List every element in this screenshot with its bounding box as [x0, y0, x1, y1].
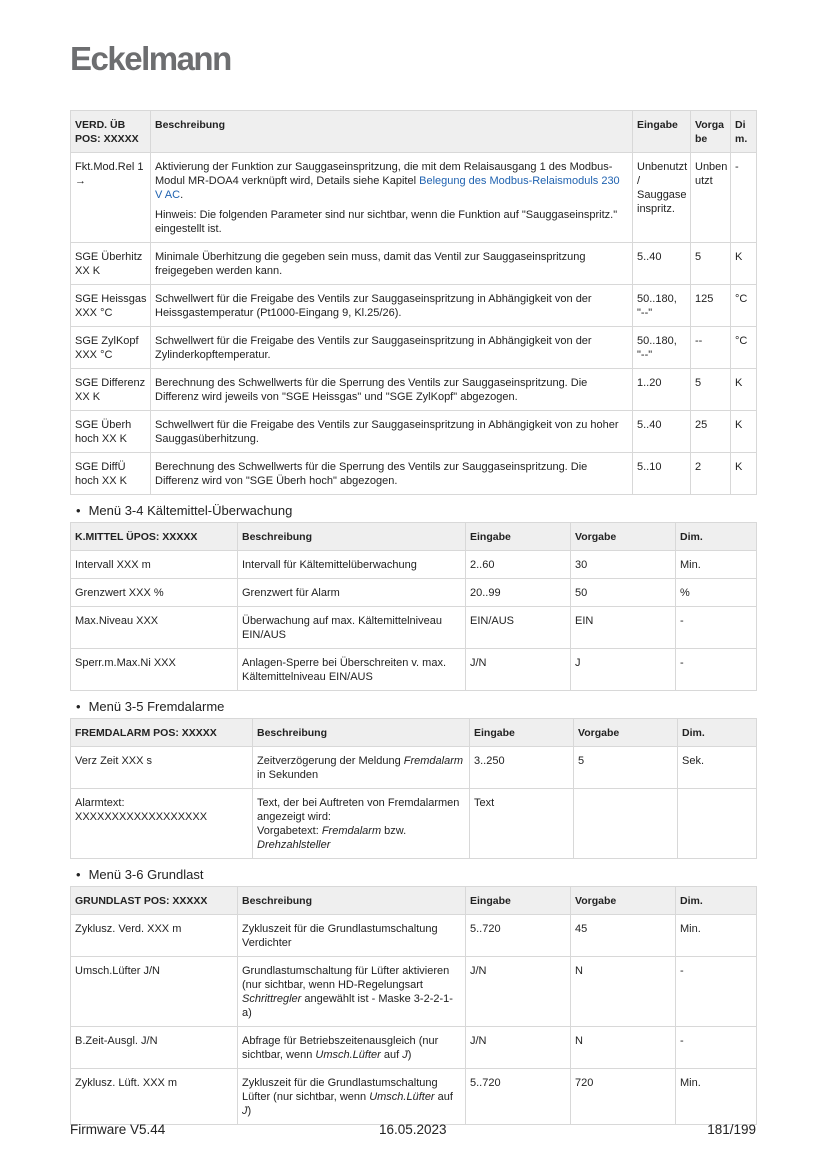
cell-paragraph: 25 [695, 419, 708, 431]
column-header: Vorgabe [571, 887, 676, 915]
cell-paragraph: B.Zeit-Ausgl. J/N [75, 1035, 158, 1047]
table-cell [71, 369, 151, 411]
table-cell [238, 957, 466, 1027]
column-header: GRUNDLAST POS: XXXXX [71, 887, 238, 915]
table-cell [466, 1069, 571, 1125]
cell-paragraph: Schwellwert für die Freigabe des Ventils zur Sauggaseinspritzung in Abhängigkeit von der Heissgastemperatur (Pt1000-Eingang 9, Kl.25/26). [155, 293, 592, 319]
table-cell [633, 153, 691, 243]
footer-page-number: 181/199 [707, 1122, 756, 1137]
footer-date: 16.05.2023 [379, 1122, 447, 1137]
table-cell [151, 411, 633, 453]
table-cell [466, 957, 571, 1027]
emphasis: Umsch.Lüfter [369, 1091, 435, 1103]
parameter-table [70, 886, 757, 1125]
cell-paragraph: Berechnung des Schwellwerts für die Sperrung des Ventils zur Sauggaseinspritzung. Die Differenz wird jeweils von "SGE Heissgas" und "SGE ZylKopf" abgezogen. [155, 377, 588, 403]
cell-paragraph: Hinweis: Die folgenden Parameter sind nur sichtbar, wenn die Funktion auf "Sauggaseinspritz." eingestellt ist. [155, 209, 618, 235]
table-cell [676, 579, 757, 607]
table-cell [731, 153, 757, 243]
table-cell [571, 1027, 676, 1069]
cell-paragraph: N [575, 965, 583, 977]
header-row [71, 887, 757, 915]
table-cell [466, 579, 571, 607]
table-row [71, 285, 757, 327]
cell-paragraph: Zyklusz. Verd. XXX m [75, 923, 182, 935]
cell-paragraph: 45 [575, 923, 588, 935]
table-cell [678, 747, 757, 789]
table-cell [691, 327, 731, 369]
cell-paragraph: Intervall für Kältemittelüberwachung [242, 559, 417, 571]
parameter-table [70, 110, 757, 495]
table-cell [71, 327, 151, 369]
table-row [71, 1027, 757, 1069]
cell-paragraph: 50 [575, 587, 588, 599]
table-cell [633, 243, 691, 285]
cell-paragraph: Minimale Überhitzung die gegeben sein muss, damit das Ventil zur Sauggaseinspritzung freigegeben werden kann. [155, 251, 586, 277]
cell-paragraph: Aktivierung der Funktion zur Sauggaseinspritzung, die mit dem Relaisausgang 1 des Modbus-Modul MR-DOA4 verknüpft wird, Details siehe Kapitel Belegung des Modbus-Relaismoduls 230 V AC. [155, 161, 620, 201]
cell-paragraph: 2 [695, 461, 702, 473]
eckelmann-logo: Eckelmann [70, 40, 231, 77]
column-header: Beschreibung [238, 523, 466, 551]
table-cell [466, 551, 571, 579]
header-row [71, 523, 757, 551]
table-cell [678, 789, 757, 859]
table-row [71, 915, 757, 957]
cell-paragraph: Anlagen-Sperre bei Überschreiten v. max. Kältemittelniveau EIN/AUS [242, 657, 447, 683]
cell-paragraph: 5..40 [637, 419, 662, 431]
cell-paragraph: - [680, 657, 684, 669]
table-cell [151, 153, 633, 243]
cell-paragraph: Min. [680, 1077, 701, 1089]
table-row [71, 551, 757, 579]
cell-paragraph: K [735, 377, 743, 389]
emphasis: Schrittregler [242, 993, 302, 1005]
table-row [71, 153, 757, 243]
table-cell [676, 649, 757, 691]
emphasis: Drehzahlsteller [257, 839, 331, 851]
table-cell [691, 453, 731, 495]
table-cell [731, 243, 757, 285]
table-row [71, 957, 757, 1027]
cell-paragraph: Zykluszeit für die Grundlastumschaltung Verdichter [242, 923, 438, 949]
column-header: Eingabe [470, 719, 574, 747]
table-cell [238, 607, 466, 649]
cell-paragraph: J [575, 657, 581, 669]
cell-paragraph: 5..720 [470, 923, 501, 935]
column-header: Dim. [678, 719, 757, 747]
table-cell [571, 551, 676, 579]
chapter-link[interactable]: Belegung des Modbus-Relaismoduls 230 V AC [155, 175, 620, 201]
table-row [71, 243, 757, 285]
parameter-table [70, 718, 757, 859]
cell-paragraph: % [680, 587, 690, 599]
cell-paragraph: 50..180, "--" [637, 293, 677, 319]
cell-paragraph: 5..720 [470, 1077, 501, 1089]
table-cell [731, 285, 757, 327]
cell-paragraph: - [680, 1035, 684, 1047]
cell-paragraph: 5 [578, 755, 585, 767]
section-heading: • Menü 3-5 Fremdalarme [76, 699, 756, 714]
table-cell [731, 453, 757, 495]
cell-paragraph: -- [695, 335, 703, 347]
emphasis: J [402, 1049, 408, 1061]
table-cell [731, 327, 757, 369]
cell-paragraph: Zykluszeit für die Grundlastumschaltung Lüfter (nur sichtbar, wenn Umsch.Lüfter auf J) [242, 1077, 453, 1117]
section-heading: • Menü 3-6 Grundlast [76, 867, 756, 882]
column-header: FREMDALARM POS: XXXXX [71, 719, 253, 747]
emphasis: Fremdalarm [321, 825, 382, 837]
cell-paragraph: SGE DiffÜ hoch XX K [75, 461, 127, 487]
cell-paragraph: SGE ZylKopf XXX °C [75, 335, 139, 361]
cell-paragraph: Max.Niveau XXX [75, 615, 159, 627]
cell-paragraph: 50..180, "--" [637, 335, 677, 361]
cell-paragraph: 30 [575, 559, 588, 571]
table-cell [470, 747, 574, 789]
column-header: Eingabe [466, 887, 571, 915]
column-header: VERD. ÜB POS: XXXXX [71, 111, 151, 153]
table-cell [71, 915, 238, 957]
table-cell [71, 285, 151, 327]
parameter-table [70, 522, 757, 691]
table-cell [253, 789, 470, 859]
header-row [71, 111, 757, 153]
section-heading: • Menü 3-4 Kältemittel-Überwachung [76, 503, 756, 518]
table-cell [466, 607, 571, 649]
table-row [71, 789, 757, 859]
cell-paragraph: J/N [470, 657, 487, 669]
cell-paragraph: Fkt.Mod.Rel 1 → [75, 161, 144, 187]
cell-paragraph: 20..99 [470, 587, 501, 599]
cell-paragraph: 5..40 [637, 251, 662, 263]
cell-paragraph: 5 [695, 251, 702, 263]
cell-paragraph: Min. [680, 559, 701, 571]
cell-paragraph: Min. [680, 923, 701, 935]
cell-paragraph: Grenzwert für Alarm [242, 587, 340, 599]
column-header: Vorgabe [574, 719, 678, 747]
footer-firmware: Firmware V5.44 [70, 1122, 166, 1137]
table-cell [151, 327, 633, 369]
table-cell [71, 243, 151, 285]
cell-paragraph: Abfrage für Betriebszeitenausgleich (nur sichtbar, wenn Umsch.Lüfter auf J) [242, 1035, 439, 1061]
column-header: Dim. [676, 523, 757, 551]
column-header: Vorga be [691, 111, 731, 153]
table-cell [571, 579, 676, 607]
table-cell [71, 153, 151, 243]
cell-paragraph: Sperr.m.Max.Ni XXX [75, 657, 176, 669]
table-cell [633, 327, 691, 369]
table-cell [633, 285, 691, 327]
cell-paragraph: °C [735, 293, 748, 305]
table-cell [574, 747, 678, 789]
table-row [71, 579, 757, 607]
table-row [71, 649, 757, 691]
cell-paragraph: Unbenutzt / Sauggase inspritz. [637, 161, 688, 215]
table-cell [71, 453, 151, 495]
table-cell [71, 1027, 238, 1069]
table-cell [691, 285, 731, 327]
cell-paragraph: 5 [695, 377, 702, 389]
parameter-tables [70, 110, 756, 1125]
cell-paragraph: K [735, 419, 743, 431]
table-cell [470, 789, 574, 859]
header-row [71, 719, 757, 747]
cell-paragraph: K [735, 251, 743, 263]
table-cell [253, 747, 470, 789]
cell-paragraph: SGE Überhitz XX K [75, 251, 143, 277]
cell-paragraph: Schwellwert für die Freigabe des Ventils zur Sauggaseinspritzung in Abhängigkeit von zu hoher Sauggasüberhitzung. [155, 419, 619, 445]
table-cell [151, 369, 633, 411]
cell-paragraph: 720 [575, 1077, 594, 1089]
table-cell [676, 1027, 757, 1069]
cell-paragraph: SGE Heissgas XXX °C [75, 293, 147, 319]
cell-paragraph: SGE Überh hoch XX K [75, 419, 132, 445]
table-cell [571, 1069, 676, 1125]
cell-paragraph: - [735, 161, 739, 173]
table-cell [731, 369, 757, 411]
table-cell [571, 649, 676, 691]
table-cell [71, 649, 238, 691]
column-header: Dim. [676, 887, 757, 915]
table-cell [71, 411, 151, 453]
cell-paragraph: Text [474, 797, 495, 809]
cell-paragraph: J/N [470, 1035, 487, 1047]
table-cell [151, 243, 633, 285]
table-cell [676, 551, 757, 579]
cell-paragraph: N [575, 1035, 583, 1047]
table-row [71, 453, 757, 495]
table-cell [71, 789, 253, 859]
cell-paragraph: EIN [575, 615, 594, 627]
cell-paragraph: 2..60 [470, 559, 495, 571]
emphasis: J [242, 1105, 248, 1117]
column-header: Eingabe [466, 523, 571, 551]
table-cell [571, 957, 676, 1027]
cell-paragraph: - [680, 965, 684, 977]
table-cell [151, 453, 633, 495]
table-cell [571, 915, 676, 957]
cell-paragraph: Grundlastumschaltung für Lüfter aktivieren (nur sichtbar, wenn HD-Regelungsart Schrittregler angewählt ist - Maske 3-2-2-1-a) [242, 965, 453, 1019]
table-cell [676, 1069, 757, 1125]
cell-paragraph: Schwellwert für die Freigabe des Ventils zur Sauggaseinspritzung in Abhängigkeit von der Zylinderkopftemperatur. [155, 335, 592, 361]
column-header: K.MITTEL ÜPOS: XXXXX [71, 523, 238, 551]
table-cell [238, 551, 466, 579]
cell-paragraph: Umsch.Lüfter J/N [75, 965, 160, 977]
cell-paragraph: Zyklusz. Lüft. XXX m [75, 1077, 178, 1089]
table-cell [633, 369, 691, 411]
cell-paragraph: 1..20 [637, 377, 662, 389]
cell-paragraph: Grenzwert XXX % [75, 587, 164, 599]
column-header: Beschreibung [238, 887, 466, 915]
cell-paragraph: SGE Differenz XX K [75, 377, 146, 403]
table-row [71, 411, 757, 453]
table-cell [466, 1027, 571, 1069]
emphasis: Umsch.Lüfter [315, 1049, 381, 1061]
table-cell [676, 957, 757, 1027]
table-row [71, 369, 757, 411]
table-cell [151, 285, 633, 327]
emphasis: Fremdalarm [403, 755, 464, 767]
table-cell [71, 747, 253, 789]
table-row [71, 607, 757, 649]
cell-paragraph: Zeitverzögerung der Meldung Fremdalarm in Sekunden [257, 755, 464, 781]
cell-paragraph: Intervall XXX m [75, 559, 151, 571]
cell-paragraph: 5..10 [637, 461, 662, 473]
table-cell [633, 453, 691, 495]
column-header: Beschreibung [253, 719, 470, 747]
table-cell [71, 957, 238, 1027]
table-cell [238, 915, 466, 957]
cell-paragraph: Überwachung auf max. Kältemittelniveau EIN/AUS [242, 615, 442, 641]
cell-paragraph: °C [735, 335, 748, 347]
table-cell [676, 915, 757, 957]
table-cell [633, 411, 691, 453]
cell-paragraph: K [735, 461, 743, 473]
cell-paragraph: Unben utzt [695, 161, 728, 187]
column-header: Beschreibung [151, 111, 633, 153]
table-cell [71, 579, 238, 607]
cell-paragraph: Verz Zeit XXX s [75, 755, 153, 767]
table-cell [676, 607, 757, 649]
cell-paragraph: EIN/AUS [470, 615, 515, 627]
cell-paragraph: Text, der bei Auftreten von Fremdalarmen angezeigt wird: Vorgabetext: Fremdalarm bzw. Drehzahlsteller [257, 797, 460, 851]
table-cell [238, 649, 466, 691]
column-header: Di m. [731, 111, 757, 153]
cell-paragraph: J/N [470, 965, 487, 977]
column-header: Eingabe [633, 111, 691, 153]
table-cell [574, 789, 678, 859]
table-cell [71, 1069, 238, 1125]
cell-paragraph: Alarmtext: XXXXXXXXXXXXXXXXXX [75, 797, 208, 823]
cell-paragraph: 125 [695, 293, 714, 305]
table-cell [691, 243, 731, 285]
table-cell [691, 411, 731, 453]
column-header: Vorgabe [571, 523, 676, 551]
table-row [71, 747, 757, 789]
table-row [71, 1069, 757, 1125]
table-cell [691, 369, 731, 411]
cell-paragraph: 3..250 [474, 755, 505, 767]
table-cell [731, 411, 757, 453]
cell-paragraph: Berechnung des Schwellwerts für die Sperrung des Ventils zur Sauggaseinspritzung. Die Differenz wird von "SGE Überh hoch" abgezogen. [155, 461, 588, 487]
table-cell [571, 607, 676, 649]
table-cell [691, 153, 731, 243]
table-cell [238, 1027, 466, 1069]
table-cell [71, 551, 238, 579]
table-cell [71, 607, 238, 649]
table-cell [466, 649, 571, 691]
table-cell [238, 1069, 466, 1125]
cell-paragraph: - [680, 615, 684, 627]
table-cell [466, 915, 571, 957]
cell-paragraph: Sek. [682, 755, 705, 767]
table-row [71, 327, 757, 369]
table-cell [238, 579, 466, 607]
